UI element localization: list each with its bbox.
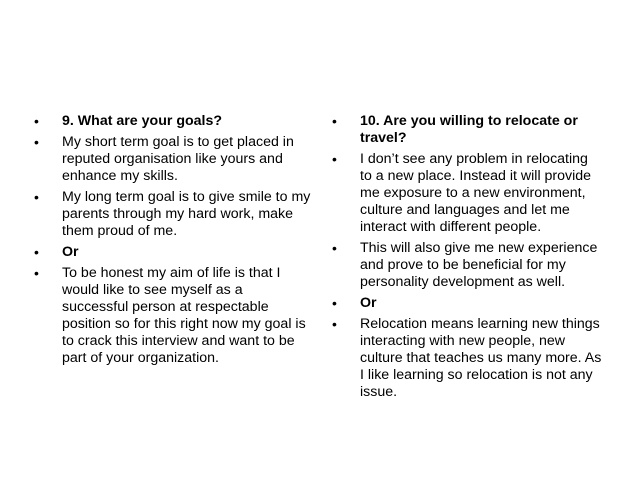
- experience-benefit-text: This will also give me new experience and prove to be beneficial for my personality development as well.: [360, 240, 598, 290]
- bullet-item: [32, 113, 312, 130]
- bullet-item: [330, 316, 602, 401]
- alternate-relocation-text: Relocation means learning new things interacting with new people, new culture that teaches us many more. As I like learning so relocation is not any issue.: [360, 316, 602, 400]
- relocation-question: 10. Are you willing to relocate or travel?: [360, 113, 578, 146]
- bullet-dot: •: [34, 265, 39, 281]
- or-separator: Or: [360, 295, 377, 311]
- bullet-item: [330, 113, 602, 147]
- bullet-dot: •: [332, 240, 337, 256]
- bullet-item: [32, 265, 312, 367]
- bullet-dot: •: [332, 316, 337, 332]
- bullet-item: [32, 189, 312, 240]
- bullet-dot: •: [332, 151, 337, 167]
- bullet-dot: •: [34, 189, 39, 205]
- bullet-item: [330, 151, 602, 236]
- bullet-dot: •: [34, 244, 39, 260]
- alternate-goal-text: To be honest my aim of life is that I would like to see myself as a successful person at respectable position so for this right now my goal is to crack this interview and want to be part of your organization.: [62, 265, 306, 366]
- bullet-item: [32, 134, 312, 185]
- bullet-dot: •: [332, 113, 337, 129]
- bullet-item: [330, 295, 602, 312]
- bullet-dot: •: [332, 295, 337, 311]
- bullet-dot: •: [34, 134, 39, 150]
- bullet-dot: •: [34, 113, 39, 129]
- relocation-answer-text: I don’t see any problem in relocating to a new place. Instead it will provide me exposure to a new environment, culture and languages and let me interact with different people.: [360, 151, 592, 235]
- bullet-item: [32, 244, 312, 261]
- short-term-goal-text: My short term goal is to get placed in reputed organisation like yours and enhance my skills.: [62, 134, 294, 184]
- bullet-item: [330, 240, 602, 291]
- goals-question: 9. What are your goals?: [62, 113, 223, 129]
- goals-bullet-list: [32, 113, 312, 371]
- or-separator: Or: [62, 244, 79, 260]
- relocation-bullet-list: [330, 113, 602, 405]
- long-term-goal-text: My long term goal is to give smile to my parents through my hard work, make them proud of me.: [62, 189, 311, 239]
